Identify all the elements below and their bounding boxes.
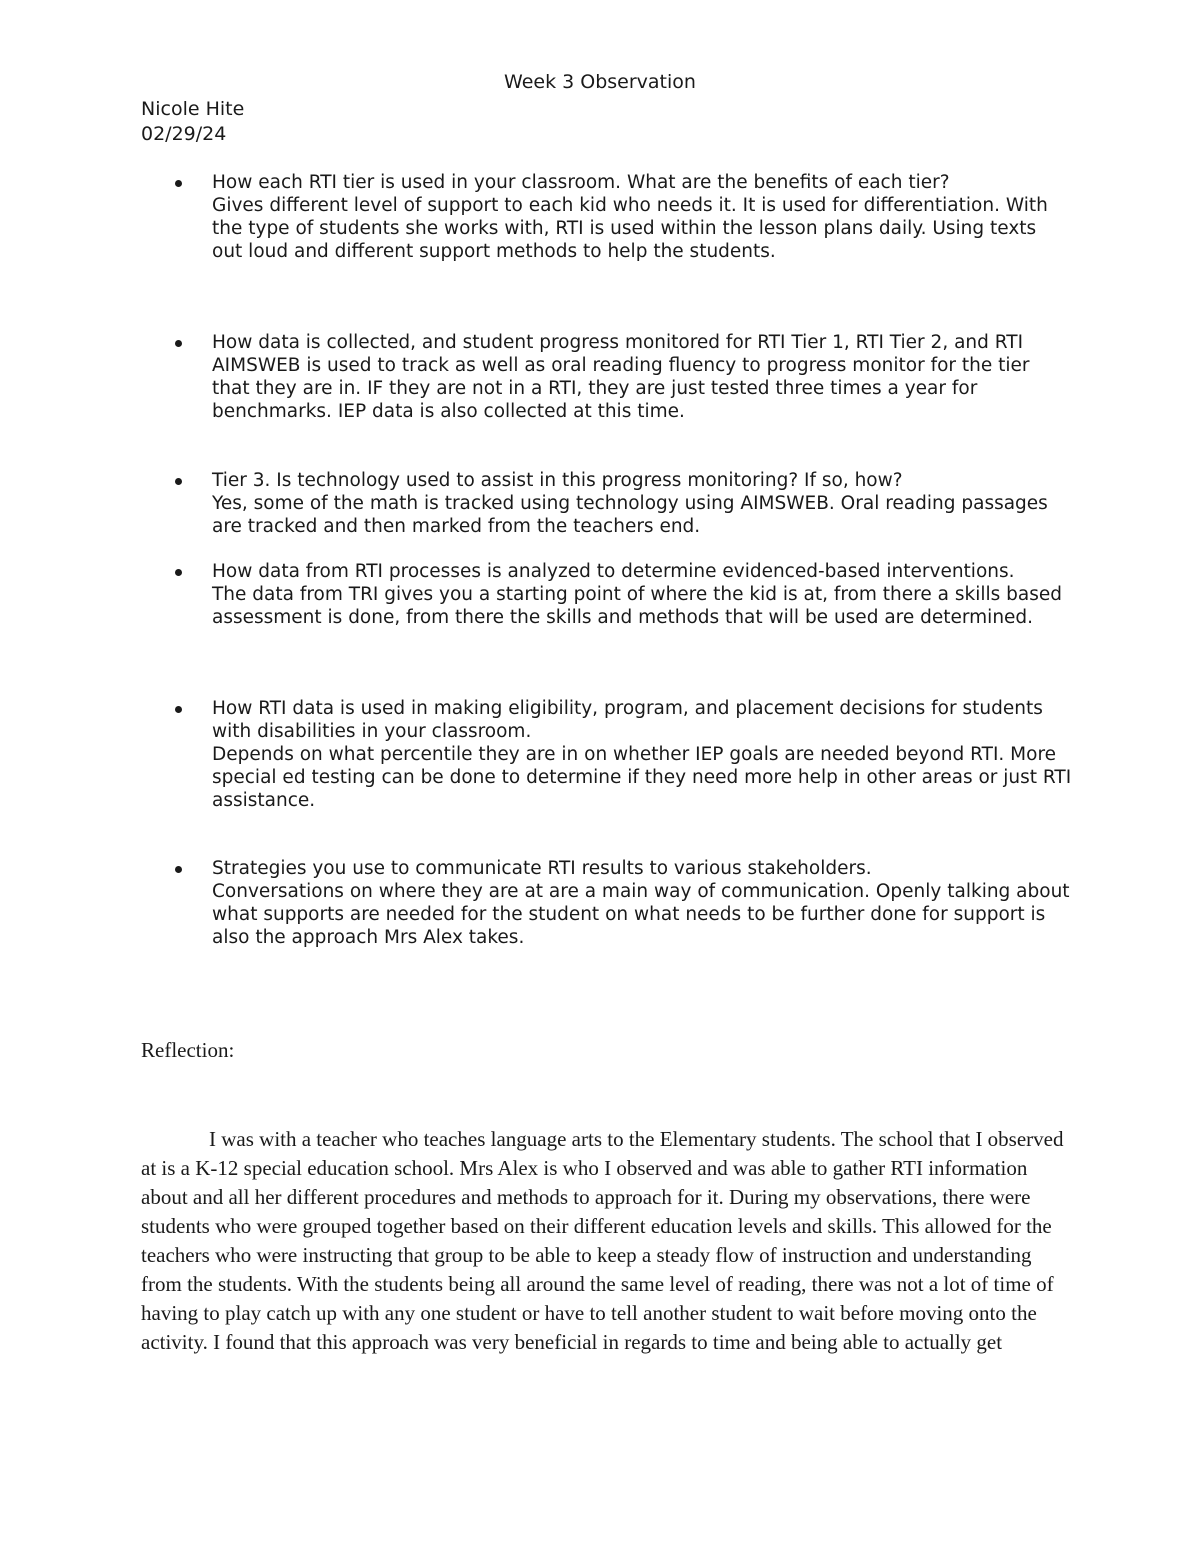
- question-text: Tier 3. Is technology used to assist in this progress monitoring? If so, how?: [212, 470, 903, 491]
- answer-text: Yes, some of the math is tracked using technology using AIMSWEB. Oral reading passages are tracked and then marked from the teachers end.: [212, 493, 1048, 537]
- bullet-icon: [175, 478, 182, 485]
- list-item: [212, 469, 1072, 538]
- answer-text: Depends on what percentile they are in on whether IEP goals are needed beyond RTI. More special ed testing can be done to determine if they need more help in other areas or just RTI assistance.: [212, 744, 1072, 811]
- list-item: [212, 171, 1072, 263]
- bullet-icon: [175, 866, 182, 873]
- list-item: [212, 857, 1072, 949]
- question-text: How data from RTI processes is analyzed to determine evidenced-based interventions.: [212, 561, 1015, 582]
- list-item: [212, 560, 1072, 629]
- answer-text: Gives different level of support to each kid who needs it. It is used for differentiation. With the type of students she works with, RTI is used within the lesson plans daily. Using texts out loud and different support methods to help the students.: [212, 195, 1048, 262]
- document-title: Week 3 Observation: [504, 71, 696, 93]
- bullet-icon: [175, 180, 182, 187]
- question-text: How each RTI tier is used in your classroom. What are the benefits of each tier?: [212, 172, 950, 193]
- answer-text: AIMSWEB is used to track as well as oral reading fluency to progress monitor for the tier that they are in. IF they are not in a RTI, they are just tested three times a year for benchmarks. IEP data is also collected at this time.: [212, 355, 1030, 422]
- question-text: Strategies you use to communicate RTI results to various stakeholders.: [212, 858, 872, 879]
- list-item: [212, 697, 1072, 812]
- bullet-icon: [175, 569, 182, 576]
- reflection-paragraph: I was with a teacher who teaches language arts to the Elementary students. The school that I observed at is a K-12 special education school. Mrs Alex is who I observed and was able to gather RTI information about and all her different procedures and methods to approach for it. During my observations, there were students who were grouped together based on their different education levels and skills. This allowed for the teachers who were instructing that group to be able to keep a steady flow of instruction and understanding from the students. With the students being all around the same level of reading, there was not a lot of time of having to play catch up with any one student or have to tell another student to wait before moving onto the activity. I found that this approach was very beneficial in regards to time and being able to actually get: [141, 1127, 1064, 1354]
- author-name: Nicole Hite: [141, 98, 245, 120]
- list-item: [212, 331, 1072, 423]
- question-text: How data is collected, and student progress monitored for RTI Tier 1, RTI Tier 2, and RTI: [212, 332, 1024, 353]
- bullet-icon: [175, 340, 182, 347]
- answer-text: The data from TRI gives you a starting point of where the kid is at, from there a skills based assessment is done, from there the skills and methods that will be used are determined.: [212, 584, 1062, 628]
- answer-text: Conversations on where they are at are a main way of communication. Openly talking about what supports are needed for the student on what needs to be further done for support is also the approach Mrs Alex takes.: [212, 881, 1070, 948]
- document-date: 02/29/24: [141, 123, 227, 145]
- reflection-heading: Reflection:: [141, 1038, 235, 1062]
- bullet-icon: [175, 706, 182, 713]
- question-text: How RTI data is used in making eligibility, program, and placement decisions for students with disabilities in your classroom.: [212, 698, 1043, 742]
